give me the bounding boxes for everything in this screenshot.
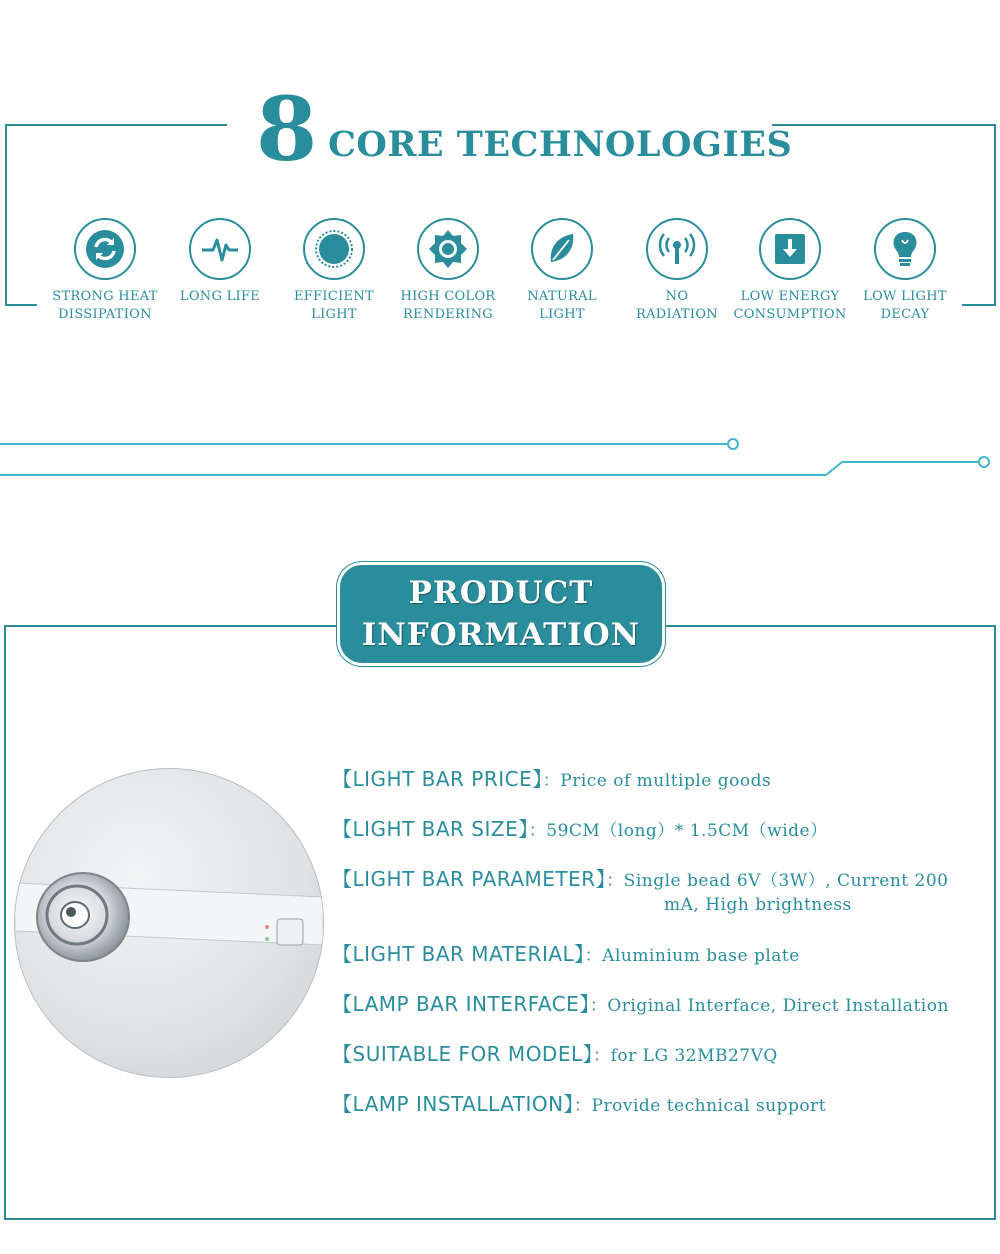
spec-value: ：Aluminium base plate: [584, 946, 800, 966]
feature-label: LONG LIFE: [179, 289, 261, 304]
bottom-frame-top-left: [4, 625, 340, 627]
feature-high-color-rendering: [388, 218, 508, 324]
spec-value: ：59CM（long）* 1.5CM（wide）: [528, 821, 828, 841]
top-frame-right-bottom: [962, 304, 996, 306]
spec-value: ：Single bead 6V（3W）, Current 200: [606, 871, 949, 891]
top-frame-left-bottom: [5, 304, 37, 306]
bottom-frame-left: [4, 625, 6, 1220]
header-title: CORE TECHNOLOGIES: [328, 124, 793, 165]
sun-icon: [303, 218, 365, 280]
spec-light-bar-parameter: [332, 866, 994, 894]
product-photo: [14, 768, 324, 1078]
spec-light-bar-price: [332, 766, 994, 794]
core-technologies-header: [0, 77, 1000, 181]
bulb-icon: [874, 218, 936, 280]
gear-icon: [417, 218, 479, 280]
feature-efficient-light: [274, 218, 394, 324]
feature-long-life: [160, 218, 280, 306]
spec-light-bar-size: [332, 816, 994, 844]
spec-key: 【LIGHT BAR SIZE】: [332, 817, 529, 841]
feature-no-radiation: [617, 218, 737, 324]
spec-value-continued: mA, High brightness: [664, 895, 852, 915]
feature-label: NATURAL LIGHT: [527, 289, 597, 322]
feature-strong-heat-dissipation: [45, 218, 165, 324]
feature-label: LOW ENERGY CONSUMPTION: [733, 289, 847, 322]
pulse-icon: [189, 218, 251, 280]
spec-key: 【LIGHT BAR MATERIAL】: [332, 942, 585, 966]
spec-lamp-bar-interface: [332, 991, 994, 1019]
header-number: 8: [256, 77, 318, 181]
feature-low-energy-consumption: [730, 218, 850, 324]
spec-light-bar-parameter-continued: [664, 892, 994, 918]
leaf-icon: [531, 218, 593, 280]
bottom-frame-right: [994, 625, 996, 1220]
spec-key: 【SUITABLE FOR MODEL】: [332, 1042, 594, 1066]
product-information-badge: [340, 565, 662, 663]
feature-label: STRONG HEAT DISSIPATION: [52, 289, 158, 322]
bottom-frame-top-right: [662, 625, 996, 627]
decorative-divider: [0, 430, 1000, 480]
feature-label: EFFICIENT LIGHT: [294, 289, 374, 322]
spec-key: 【LIGHT BAR PARAMETER】: [332, 867, 607, 891]
spec-key: 【LAMP INSTALLATION】: [332, 1092, 575, 1116]
download-icon: [759, 218, 821, 280]
feature-low-light-decay: [845, 218, 965, 324]
spec-suitable-for-model: [332, 1041, 994, 1069]
spec-value: ：for LG 32MB27VQ: [593, 1046, 778, 1066]
spec-key: 【LIGHT BAR PRICE】: [332, 767, 543, 791]
spec-key: 【LAMP BAR INTERFACE】: [332, 992, 590, 1016]
refresh-icon: [74, 218, 136, 280]
feature-natural-light: [502, 218, 622, 324]
spec-light-bar-material: [332, 941, 994, 969]
bottom-frame-bottom: [4, 1218, 996, 1220]
antenna-icon: [646, 218, 708, 280]
spec-lamp-installation: [332, 1091, 994, 1119]
spec-value: ：Price of multiple goods: [542, 771, 772, 791]
product-information-line2: INFORMATION: [361, 617, 641, 653]
spec-value: ：Provide technical support: [574, 1096, 827, 1116]
feature-label: LOW LIGHT DECAY: [863, 289, 947, 322]
led-strip-illustration: [15, 769, 323, 1077]
spec-value: ：Original Interface, Direct Installation: [589, 996, 949, 1016]
feature-label: HIGH COLOR RENDERING: [400, 289, 496, 322]
feature-label: NO RADIATION: [636, 289, 718, 322]
product-information-line1: PRODUCT: [408, 575, 594, 611]
